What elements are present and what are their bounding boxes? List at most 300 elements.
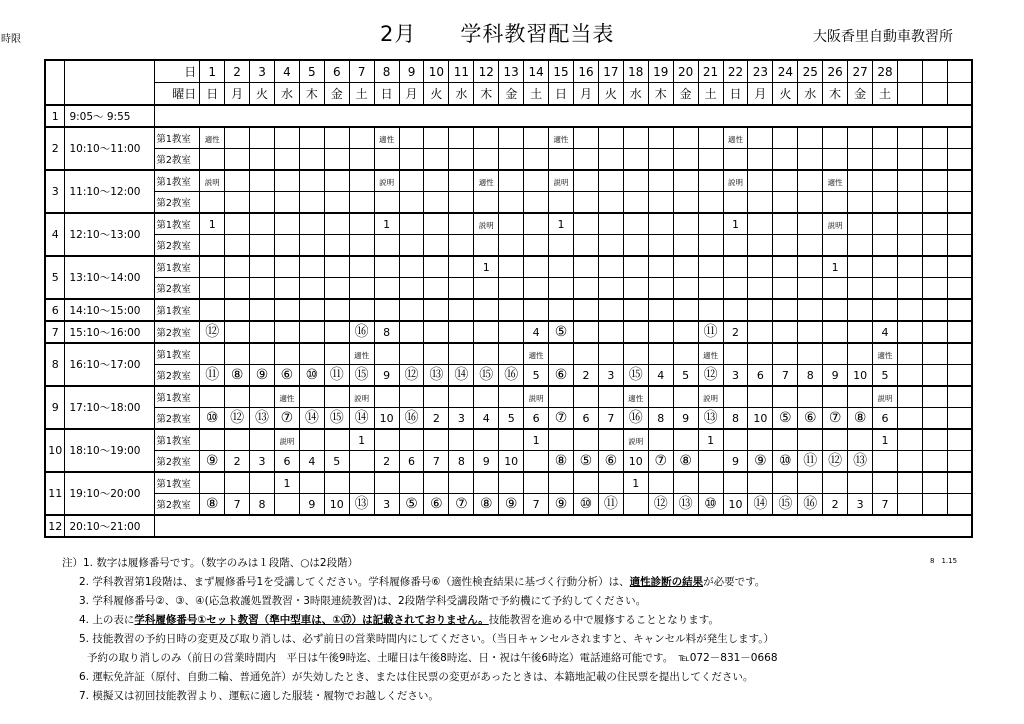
lesson-cell <box>723 321 748 343</box>
lesson-cell <box>773 472 798 494</box>
lesson-cell <box>424 472 449 494</box>
lesson-cell <box>723 472 748 494</box>
lesson-cell <box>873 365 898 387</box>
lesson-cell <box>399 213 424 235</box>
empty-cell <box>947 365 972 387</box>
note-5: 5. 技能教習の予約日時の変更及び取り消しは、必ず前日の営業時間内にしてください。（当日キャンセルされますと、キャンセル料が発生します。） <box>79 633 775 645</box>
lesson-cell <box>848 127 873 149</box>
schedule-row <box>45 386 972 408</box>
lesson-value: 4 <box>657 368 665 382</box>
schedule-row <box>45 127 972 149</box>
lesson-cell <box>374 321 399 343</box>
lesson-cell <box>299 170 324 192</box>
lesson-cell <box>673 192 698 214</box>
lesson-cell <box>299 299 324 321</box>
day-header-row <box>45 60 972 83</box>
lesson-cell <box>823 149 848 171</box>
day-number: 2 <box>225 60 250 83</box>
lesson-cell <box>598 256 623 278</box>
lesson-cell <box>324 256 349 278</box>
classroom-label: 第2教室 <box>155 494 200 516</box>
lesson-value: ⑭ <box>304 410 319 426</box>
lesson-value: 適性 <box>279 393 295 403</box>
lesson-cell <box>349 429 374 451</box>
lesson-cell <box>723 213 748 235</box>
lesson-cell <box>873 494 898 516</box>
lesson-cell <box>723 408 748 430</box>
lesson-cell <box>299 494 324 516</box>
day-number: 3 <box>250 60 275 83</box>
lesson-cell <box>798 451 823 473</box>
lesson-value: ⑩ <box>579 496 593 512</box>
lesson-value: 適性 <box>528 350 544 360</box>
lesson-cell <box>823 170 848 192</box>
lesson-cell <box>299 386 324 408</box>
lesson-cell <box>225 365 250 387</box>
lesson-cell <box>574 494 599 516</box>
lesson-cell <box>499 149 524 171</box>
empty-cell <box>947 170 972 192</box>
lesson-cell <box>449 170 474 192</box>
lesson-cell <box>424 408 449 430</box>
lesson-value: 2 <box>383 454 391 468</box>
lesson-cell <box>549 321 574 343</box>
lesson-cell <box>399 365 424 387</box>
lesson-cell <box>524 256 549 278</box>
lesson-cell <box>673 299 698 321</box>
lesson-value: ⑥ <box>280 367 294 383</box>
lesson-cell <box>598 451 623 473</box>
lesson-cell <box>424 278 449 300</box>
lesson-cell <box>250 451 275 473</box>
empty-cell <box>897 386 922 408</box>
lesson-value: 5 <box>532 368 540 382</box>
lesson-cell <box>449 192 474 214</box>
lesson-cell <box>225 386 250 408</box>
empty-cell <box>947 451 972 473</box>
lesson-cell <box>324 127 349 149</box>
lesson-value: ⑥ <box>554 367 568 383</box>
lesson-cell <box>723 278 748 300</box>
lesson-cell <box>250 235 275 257</box>
lesson-cell <box>648 408 673 430</box>
empty-cell <box>947 149 972 171</box>
lesson-value: 2 <box>582 368 590 382</box>
schedule-title: 学科教習配当表 <box>460 22 615 46</box>
lesson-cell <box>598 170 623 192</box>
schedule-row <box>45 235 972 257</box>
empty-cell <box>897 321 922 343</box>
lesson-cell <box>274 256 299 278</box>
lesson-cell <box>574 127 599 149</box>
lesson-value: 1 <box>283 476 291 490</box>
period-number: 6 <box>45 299 65 321</box>
lesson-cell <box>424 429 449 451</box>
lesson-cell <box>748 408 773 430</box>
empty-cell <box>922 472 947 494</box>
lesson-cell <box>200 472 225 494</box>
lesson-cell <box>225 213 250 235</box>
empty-cell <box>897 170 922 192</box>
lesson-cell <box>424 451 449 473</box>
empty-cell <box>897 451 922 473</box>
lesson-cell <box>374 408 399 430</box>
lesson-value: 6 <box>283 454 291 468</box>
period-time: 18:10～19:00 <box>65 429 155 472</box>
lesson-cell <box>349 365 374 387</box>
lesson-value: ⑮ <box>479 367 494 383</box>
classroom-label: 第2教室 <box>155 321 200 343</box>
empty-cell <box>922 451 947 473</box>
period-time: 15:10～16:00 <box>65 321 155 343</box>
lesson-value: 説明 <box>553 177 569 187</box>
lesson-cell <box>449 451 474 473</box>
lesson-cell <box>524 472 549 494</box>
lesson-value: 1 <box>707 433 715 447</box>
schedule-row <box>45 515 972 537</box>
lesson-cell <box>623 365 648 387</box>
lesson-cell <box>673 386 698 408</box>
lesson-value: 説明 <box>877 393 893 403</box>
lesson-cell <box>524 451 549 473</box>
lesson-cell <box>250 321 275 343</box>
lesson-cell <box>200 235 225 257</box>
day-number: 24 <box>773 60 798 83</box>
lesson-value: 適性 <box>204 134 220 144</box>
lesson-cell <box>299 192 324 214</box>
lesson-cell <box>848 386 873 408</box>
lesson-value: 説明 <box>827 220 843 230</box>
period-time: 12:10～13:00 <box>65 213 155 256</box>
lesson-value: ⑯ <box>354 324 369 340</box>
lesson-value: 7 <box>781 368 789 382</box>
lesson-value: 10 <box>753 411 768 425</box>
lesson-cell <box>673 408 698 430</box>
lesson-cell <box>250 192 275 214</box>
lesson-cell <box>474 170 499 192</box>
classroom-label: 第1教室 <box>155 343 200 365</box>
lesson-value: ⑯ <box>504 367 519 383</box>
lesson-cell <box>324 299 349 321</box>
lesson-cell <box>449 472 474 494</box>
empty-cell <box>922 494 947 516</box>
lesson-cell <box>225 429 250 451</box>
lesson-cell <box>549 408 574 430</box>
lesson-cell <box>698 494 723 516</box>
lesson-cell <box>449 213 474 235</box>
classroom-label: 第2教室 <box>155 235 200 257</box>
lesson-cell <box>399 170 424 192</box>
lesson-value: ⑭ <box>753 496 768 512</box>
lesson-cell <box>225 472 250 494</box>
lesson-cell <box>673 494 698 516</box>
lesson-cell <box>748 299 773 321</box>
lesson-cell <box>274 321 299 343</box>
lesson-value: 説明 <box>628 436 644 446</box>
schedule-row <box>45 170 972 192</box>
lesson-cell <box>349 278 374 300</box>
lesson-cell <box>673 149 698 171</box>
lesson-cell <box>549 149 574 171</box>
lesson-cell <box>648 192 673 214</box>
lesson-cell <box>773 256 798 278</box>
lesson-cell <box>474 192 499 214</box>
lesson-cell <box>524 343 549 365</box>
lesson-cell <box>499 235 524 257</box>
weekday-name: 日 <box>374 83 399 106</box>
lesson-cell <box>748 321 773 343</box>
lesson-value: 適性 <box>478 177 494 187</box>
lesson-value: ⑧ <box>479 496 493 512</box>
lesson-value: ⑬ <box>255 410 270 426</box>
lesson-cell <box>274 299 299 321</box>
lesson-cell <box>673 343 698 365</box>
lesson-cell <box>424 365 449 387</box>
weekday-name: 月 <box>574 83 599 106</box>
lesson-cell <box>250 299 275 321</box>
lesson-cell <box>723 343 748 365</box>
lesson-value: 6 <box>881 411 889 425</box>
lesson-cell <box>748 278 773 300</box>
lesson-cell <box>574 472 599 494</box>
weekday-name: 土 <box>698 83 723 106</box>
lesson-cell <box>324 494 349 516</box>
lesson-cell <box>574 278 599 300</box>
lesson-cell <box>250 256 275 278</box>
lesson-cell <box>748 365 773 387</box>
empty-cell <box>947 213 972 235</box>
lesson-cell <box>499 321 524 343</box>
lesson-cell <box>200 451 225 473</box>
lesson-cell <box>698 386 723 408</box>
lesson-value: 6 <box>756 368 764 382</box>
time-header-cell <box>65 60 155 105</box>
lesson-cell <box>474 472 499 494</box>
classroom-label: 第2教室 <box>155 451 200 473</box>
lesson-cell <box>723 451 748 473</box>
lesson-value: 7 <box>881 497 889 511</box>
weekday-name: 火 <box>773 83 798 106</box>
lesson-cell <box>324 472 349 494</box>
lesson-cell <box>524 235 549 257</box>
lesson-cell <box>200 299 225 321</box>
lesson-cell <box>623 235 648 257</box>
schedule-table <box>44 59 973 538</box>
lesson-value: 1 <box>557 217 565 231</box>
lesson-value: ⑭ <box>454 367 469 383</box>
lesson-cell <box>324 278 349 300</box>
lesson-value: ⑬ <box>703 410 718 426</box>
empty-cell <box>922 321 947 343</box>
lesson-cell <box>399 127 424 149</box>
lesson-cell <box>524 149 549 171</box>
lesson-cell <box>324 213 349 235</box>
lesson-cell <box>773 213 798 235</box>
lesson-value: ⑤ <box>579 453 593 469</box>
empty-cell <box>897 235 922 257</box>
lesson-value: ⑬ <box>354 496 369 512</box>
lesson-value: 説明 <box>279 436 295 446</box>
empty-cell <box>897 408 922 430</box>
lesson-value: ⑦ <box>280 410 294 426</box>
lesson-cell <box>424 235 449 257</box>
weekday-name: 土 <box>524 83 549 106</box>
lesson-cell <box>424 256 449 278</box>
lesson-value: 説明 <box>727 177 743 187</box>
lesson-cell <box>399 192 424 214</box>
lesson-value: 適性 <box>877 350 893 360</box>
lesson-cell <box>773 386 798 408</box>
lesson-cell <box>598 213 623 235</box>
lesson-cell <box>873 343 898 365</box>
lesson-cell <box>374 256 399 278</box>
lesson-value: ⑯ <box>404 410 419 426</box>
lesson-cell <box>748 386 773 408</box>
empty-cell <box>947 235 972 257</box>
lesson-cell <box>848 149 873 171</box>
lesson-cell <box>399 408 424 430</box>
day-number: 28 <box>873 60 898 83</box>
lesson-cell <box>349 213 374 235</box>
lesson-value: 6 <box>408 454 416 468</box>
lesson-cell <box>274 386 299 408</box>
lesson-cell <box>374 278 399 300</box>
schedule-row <box>45 278 972 300</box>
empty-cell <box>947 127 972 149</box>
day-number: 14 <box>524 60 549 83</box>
empty-cell <box>897 213 922 235</box>
lesson-cell <box>299 429 324 451</box>
period-time: 13:10～14:00 <box>65 256 155 299</box>
weekday-name: 水 <box>274 83 299 106</box>
lesson-cell <box>274 343 299 365</box>
lesson-value: 2 <box>831 497 839 511</box>
lesson-cell <box>848 321 873 343</box>
lesson-cell <box>823 213 848 235</box>
lesson-value: 4 <box>482 411 490 425</box>
lesson-cell <box>648 299 673 321</box>
lesson-cell <box>225 299 250 321</box>
lesson-cell <box>225 494 250 516</box>
lesson-cell <box>673 429 698 451</box>
lesson-cell <box>823 472 848 494</box>
lesson-cell <box>723 494 748 516</box>
period-time: 9:05～ 9:55 <box>65 105 155 127</box>
lesson-cell <box>598 408 623 430</box>
lesson-cell <box>474 408 499 430</box>
lesson-cell <box>823 192 848 214</box>
lesson-cell <box>873 256 898 278</box>
lesson-cell <box>574 321 599 343</box>
lesson-cell <box>324 235 349 257</box>
lesson-cell <box>623 386 648 408</box>
lesson-cell <box>449 343 474 365</box>
lesson-cell <box>499 451 524 473</box>
lesson-value: ⑧ <box>205 496 219 512</box>
weekday-label: 曜日 <box>155 83 200 106</box>
lesson-cell <box>823 321 848 343</box>
weekday-name: 月 <box>225 83 250 106</box>
lesson-cell <box>773 299 798 321</box>
weekday-name: 木 <box>648 83 673 106</box>
lesson-cell <box>449 235 474 257</box>
day-number: 20 <box>673 60 698 83</box>
lesson-value: ⑧ <box>853 410 867 426</box>
lesson-value: ⑥ <box>604 453 618 469</box>
lesson-cell <box>474 235 499 257</box>
lesson-cell <box>549 494 574 516</box>
lesson-value: 9 <box>731 454 739 468</box>
lesson-cell <box>200 256 225 278</box>
lesson-cell <box>798 343 823 365</box>
lesson-cell <box>499 278 524 300</box>
lesson-cell <box>324 451 349 473</box>
weekday-name: 火 <box>250 83 275 106</box>
lesson-cell <box>848 343 873 365</box>
lesson-value: 10 <box>628 454 643 468</box>
lesson-cell <box>524 429 549 451</box>
note-6: 6. 運転免許証（原付、自動二輪、普通免許）が失効したとき、または住民票の変更があったときは、本籍地記載の住民票を提出してください。 <box>79 671 754 683</box>
lesson-cell <box>673 321 698 343</box>
lesson-cell <box>349 170 374 192</box>
lesson-cell <box>274 429 299 451</box>
lesson-cell <box>848 494 873 516</box>
lesson-cell <box>399 299 424 321</box>
classroom-label: 第2教室 <box>155 365 200 387</box>
lesson-cell <box>274 451 299 473</box>
lesson-cell <box>823 278 848 300</box>
lesson-cell <box>798 494 823 516</box>
lesson-cell <box>798 299 823 321</box>
weekday-name: 土 <box>873 83 898 106</box>
lesson-cell <box>250 429 275 451</box>
lesson-cell <box>474 321 499 343</box>
lesson-cell <box>773 494 798 516</box>
lesson-value: 5 <box>682 368 690 382</box>
lesson-cell <box>598 192 623 214</box>
lesson-cell <box>474 256 499 278</box>
lesson-cell <box>474 127 499 149</box>
schedule-row <box>45 429 972 451</box>
lesson-value: 10 <box>728 497 743 511</box>
lesson-value: 説明 <box>354 393 370 403</box>
lesson-cell <box>598 321 623 343</box>
lesson-cell <box>524 321 549 343</box>
period-number: 4 <box>45 213 65 256</box>
lesson-cell <box>449 127 474 149</box>
lesson-cell <box>698 365 723 387</box>
lesson-cell <box>449 278 474 300</box>
lesson-cell <box>449 494 474 516</box>
lesson-cell <box>773 235 798 257</box>
lesson-cell <box>200 365 225 387</box>
lesson-cell <box>673 256 698 278</box>
lesson-cell <box>723 256 748 278</box>
lesson-cell <box>873 321 898 343</box>
empty-cell <box>897 299 922 321</box>
lesson-cell <box>798 365 823 387</box>
lesson-cell <box>424 127 449 149</box>
lesson-cell <box>623 213 648 235</box>
weekday-name: 土 <box>349 83 374 106</box>
lesson-cell <box>524 365 549 387</box>
note-4-emphasis: 学科履修番号①セット教習（準中型車は、①⑰）は記載されておりません。 <box>134 614 489 626</box>
lesson-cell <box>274 213 299 235</box>
lesson-cell <box>524 192 549 214</box>
lesson-cell <box>648 235 673 257</box>
lesson-cell <box>274 365 299 387</box>
lesson-cell <box>848 408 873 430</box>
